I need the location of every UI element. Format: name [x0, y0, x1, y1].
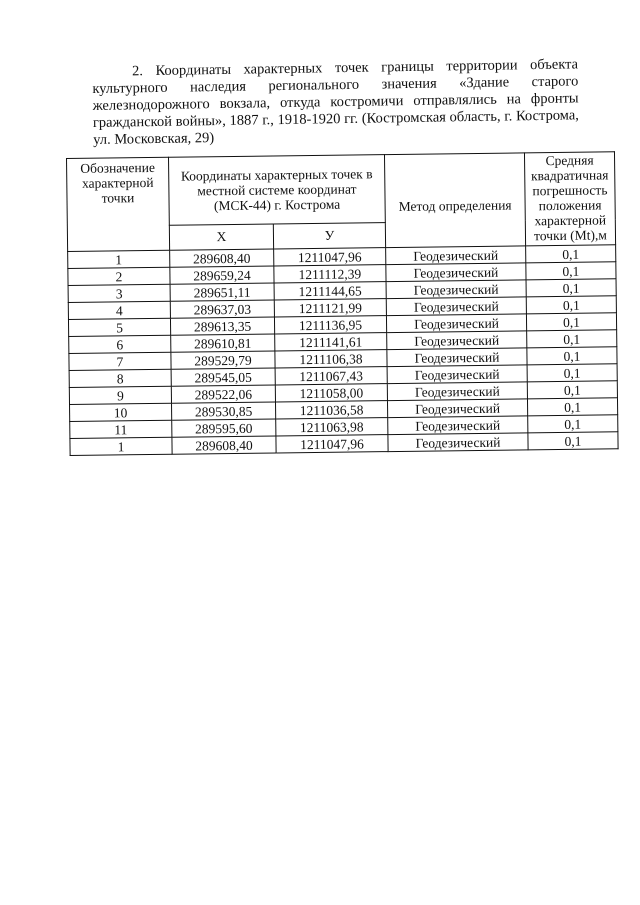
- point-cell: 5: [68, 318, 170, 336]
- x-cell: 289659,24: [170, 266, 274, 284]
- error-cell: 0,1: [526, 296, 616, 314]
- header-error: Средняя квадратичная погрешность положения характерной точки (Mt),м: [524, 152, 615, 246]
- method-cell: Геодезический: [387, 348, 527, 367]
- header-method: Метод определения: [384, 153, 525, 248]
- error-cell: 0,1: [528, 432, 618, 450]
- y-cell: 1211106,38: [275, 350, 387, 368]
- method-cell: Геодезический: [386, 314, 526, 333]
- error-cell: 0,1: [527, 381, 617, 399]
- y-cell: 1211058,00: [275, 384, 387, 402]
- error-cell: 0,1: [527, 330, 617, 348]
- x-cell: 289651,11: [170, 283, 274, 301]
- header-point: Обозначение характерной точки: [67, 157, 170, 251]
- method-cell: Геодезический: [386, 297, 526, 316]
- y-cell: 1211141,61: [275, 333, 387, 351]
- x-cell: 289530,85: [172, 402, 276, 420]
- method-cell: Геодезический: [387, 399, 527, 418]
- method-cell: Геодезический: [386, 280, 526, 299]
- y-cell: 1211047,96: [274, 248, 386, 266]
- error-cell: 0,1: [527, 347, 617, 365]
- method-cell: Геодезический: [388, 433, 528, 452]
- error-cell: 0,1: [527, 364, 617, 382]
- error-cell: 0,1: [526, 245, 616, 263]
- x-cell: 289529,79: [171, 351, 275, 369]
- y-cell: 1211036,58: [275, 401, 387, 419]
- x-cell: 289608,40: [170, 249, 274, 267]
- point-cell: 10: [70, 403, 172, 421]
- x-cell: 289545,05: [171, 368, 275, 386]
- section-heading: [92, 56, 579, 149]
- x-cell: 289610,81: [171, 334, 275, 352]
- header-y: У: [273, 222, 385, 249]
- error-cell: 0,1: [528, 415, 618, 433]
- method-cell: Геодезический: [386, 263, 526, 282]
- point-cell: 2: [68, 267, 170, 285]
- error-cell: 0,1: [527, 398, 617, 416]
- header-coordinates: Координаты характерных точек в местной системе координат (МСК-44) г. Кострома: [168, 155, 385, 225]
- point-cell: 6: [69, 335, 171, 353]
- y-cell: 1211063,98: [276, 418, 388, 436]
- y-cell: 1211067,43: [275, 367, 387, 385]
- y-cell: 1211136,95: [274, 316, 386, 334]
- y-cell: 1211112,39: [274, 265, 386, 283]
- point-cell: 8: [69, 369, 171, 387]
- x-cell: 289613,35: [170, 317, 274, 335]
- point-cell: 3: [68, 284, 170, 302]
- method-cell: Геодезический: [387, 365, 527, 384]
- method-cell: Геодезический: [387, 331, 527, 350]
- x-cell: 289522,06: [171, 385, 275, 403]
- method-cell: Геодезический: [387, 382, 527, 401]
- x-cell: 289595,60: [172, 419, 276, 437]
- y-cell: 1211121,99: [274, 299, 386, 317]
- header-x: Х: [169, 224, 273, 251]
- point-cell: 1: [70, 437, 172, 455]
- error-cell: 0,1: [526, 313, 616, 331]
- table-body: [68, 245, 618, 456]
- x-cell: 289637,03: [170, 300, 274, 318]
- point-cell: 9: [69, 386, 171, 404]
- y-cell: 1211047,96: [276, 435, 388, 453]
- coordinates-table: [66, 151, 619, 456]
- heading-text: 2. Координаты характерных точек границы территории объекта культурного наследия регионального значения «Здание старого железнодорожного вокзала, откуда костромичи отправлялись на фронты гражданской войны», 1887 г., 1918-1920 гг. (Костромская область, г. Кострома, ул. Московская, 29): [92, 56, 579, 148]
- method-cell: Геодезический: [386, 246, 526, 265]
- point-cell: 4: [68, 301, 170, 319]
- error-cell: 0,1: [526, 262, 616, 280]
- method-cell: Геодезический: [388, 416, 528, 435]
- point-cell: 7: [69, 352, 171, 370]
- y-cell: 1211144,65: [274, 282, 386, 300]
- x-cell: 289608,40: [172, 436, 276, 454]
- point-cell: 11: [70, 420, 172, 438]
- error-cell: 0,1: [526, 279, 616, 297]
- point-cell: 1: [68, 250, 170, 268]
